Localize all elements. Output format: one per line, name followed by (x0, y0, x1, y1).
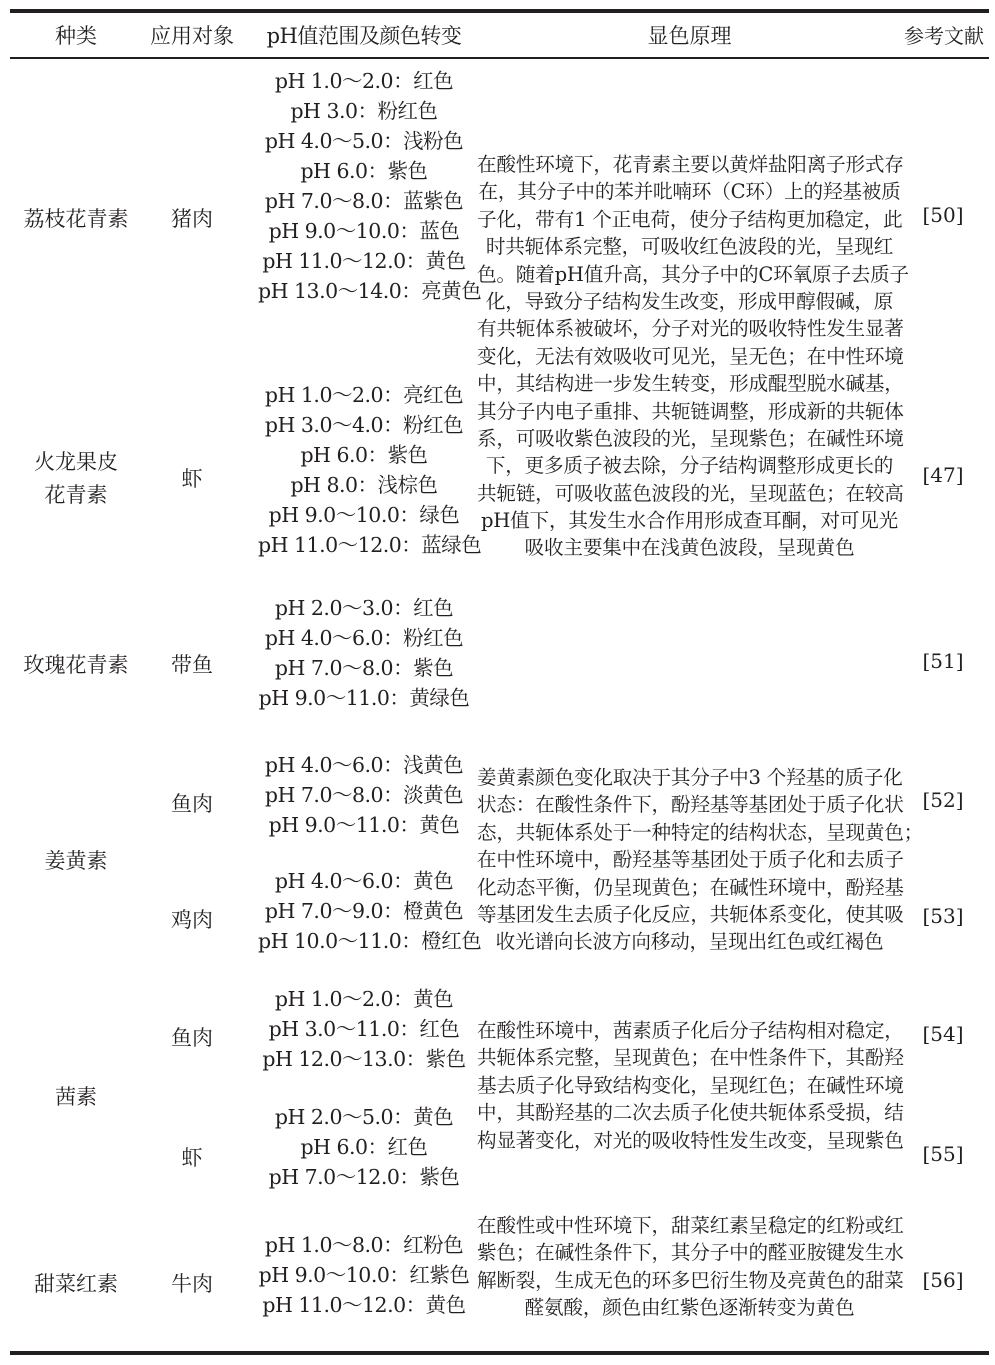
ph-item: pH 2.0～3.0：红色 (274, 596, 454, 620)
principle-line: 化，导致分子结构发生改变，形成甲醇假碱，原 (485, 289, 894, 313)
principle-line: 等基团发生去质子化反应，共轭体系变化，使其吸 (477, 902, 904, 926)
ph-list-alizarin-shrimp (258, 1102, 470, 1192)
ph-item: pH 7.0～12.0：紫色 (268, 1165, 460, 1189)
species-rose-anthocyanin: 玫瑰花青素 (23, 653, 129, 677)
principle-alizarin (477, 1017, 902, 1154)
principle-line: 色。随着pH值升高，其分子中的C环氧原子去质子 (477, 262, 909, 286)
ph-item: pH 4.0～6.0：粉红色 (264, 626, 464, 650)
header-ph-range: pH值范围及颜色转变 (266, 24, 462, 48)
header-reference: 参考文献 (904, 24, 984, 48)
ph-list-curcumin-chicken (258, 866, 482, 956)
principle-line: 其分子内电子重排、共轭链调整，形成新的共轭体 (477, 399, 904, 423)
ph-item: pH 7.0～8.0：蓝紫色 (264, 189, 464, 213)
ph-item: pH 11.0～12.0：蓝绿色 (258, 533, 482, 557)
header-species: 种类 (55, 24, 97, 48)
species-curcumin: 姜黄素 (44, 849, 108, 873)
principle-line: 化动态平衡，仍呈现黄色；在碱性环境中，酚羟基 (477, 875, 904, 899)
principle-line: 下，更多质子被去除，分子结构调整形成更长的 (485, 454, 894, 478)
table-bottom-rule (10, 1351, 989, 1355)
principle-line: 在，其分子中的苯并吡喃环（C环）上的羟基被质 (478, 180, 901, 204)
ph-item: pH 10.0～11.0：橙红色 (258, 929, 482, 953)
target-pork: 猪肉 (171, 207, 213, 231)
ph-item: pH 2.0～5.0：黄色 (274, 1105, 454, 1129)
ref-55: [55] (922, 1142, 964, 1166)
target-shrimp: 虾 (181, 467, 203, 491)
ph-item: pH 9.0～11.0：黄色 (268, 813, 460, 837)
target-fish: 鱼肉 (171, 1026, 213, 1050)
principle-line: 在中性环境中，酚羟基等基团处于质子化和去质子 (477, 848, 904, 872)
target-chicken: 鸡肉 (171, 908, 213, 932)
principle-line: 共轭链，可吸收蓝色波段的光，呈现蓝色；在较高 (477, 481, 904, 505)
header-bottom-rule (10, 57, 989, 59)
ph-list-pitaya (258, 380, 482, 560)
principle-line: 紫色；在碱性条件下，其分子中的醛亚胺键发生水 (477, 1241, 904, 1265)
species-alizarin: 茜素 (55, 1085, 97, 1109)
header-target: 应用对象 (150, 24, 234, 48)
principle-line: 在酸性或中性环境下，甜菜红素呈稳定的红粉或红 (477, 1214, 904, 1237)
ph-item: pH 3.0～11.0：红色 (268, 1017, 460, 1041)
target-beef: 牛肉 (171, 1272, 213, 1296)
principle-line: 时共轭体系完整，可吸收红色波段的光，呈现红 (485, 235, 894, 259)
ph-item: pH 1.0～2.0：亮红色 (264, 383, 464, 407)
principle-line: 有共轭体系被破坏，分子对光的吸收特性发生显著 (477, 317, 904, 341)
principle-line: 共轭体系完整，呈现黄色；在中性条件下，其酚羟 (477, 1046, 904, 1070)
principle-betanin (477, 1212, 902, 1322)
ph-list-alizarin-fish (258, 984, 470, 1074)
ph-item: pH 11.0～12.0：黄色 (262, 249, 466, 273)
principle-curcumin (477, 764, 924, 956)
ph-item: pH 9.0～10.0：红紫色 (258, 1263, 470, 1287)
principle-line: 吸收主要集中在浅黄色波段，呈现黄色 (524, 536, 855, 560)
principle-line: 构显著变化，对光的吸收特性发生改变，呈现紫色 (477, 1128, 904, 1152)
ph-item: pH 7.0～8.0：紫色 (274, 656, 454, 680)
species-pitaya-line2: 花青素 (44, 483, 108, 507)
ref-47: [47] (922, 463, 964, 487)
ph-item: pH 7.0～8.0：淡黄色 (264, 783, 464, 807)
target-shrimp: 虾 (181, 1146, 203, 1170)
ph-item: pH 4.0～6.0：黄色 (274, 869, 454, 893)
principle-line: 系，可吸收紫色波段的光，呈现紫色；在碱性环境 (477, 426, 904, 450)
principle-anthocyanin (477, 151, 909, 562)
ref-54: [54] (922, 1022, 964, 1046)
ph-item: pH 1.0～2.0：红色 (274, 69, 454, 93)
species-pitaya-line1: 火龙果皮 (34, 450, 118, 474)
principle-line: 醛氨酸，颜色由红紫色逐渐转变为黄色 (524, 1296, 855, 1320)
ph-item: pH 9.0～10.0：蓝色 (268, 219, 460, 243)
table-top-rule (10, 9, 989, 13)
ph-item: pH 4.0～5.0：浅粉色 (264, 129, 464, 153)
ref-56: [56] (922, 1268, 964, 1292)
ph-item: pH 13.0～14.0：亮黄色 (258, 279, 482, 303)
principle-line: 解断裂，生成无色的环多巴衍生物及亮黄色的甜菜 (477, 1268, 904, 1292)
principle-line: 变化，无法有效吸收可见光，呈无色；在中性环境 (477, 344, 904, 368)
ref-50: [50] (922, 203, 964, 227)
species-betanin: 甜菜红素 (34, 1272, 118, 1296)
ph-item: pH 3.0：粉红色 (290, 99, 438, 123)
principle-line: 中，其酚羟基的二次去质子化使共轭体系受损，结 (477, 1101, 904, 1125)
ph-item: pH 7.0～9.0：橙黄色 (264, 899, 464, 923)
ph-list-litchi (258, 66, 482, 306)
ph-item: pH 3.0～4.0：粉红色 (264, 413, 464, 437)
ph-item: pH 9.0～11.0：黄绿色 (258, 686, 470, 710)
ph-list-curcumin-fish (258, 750, 470, 840)
principle-line: 子化，带有1 个正电荷，使分子结构更加稳定，此 (477, 207, 903, 231)
ph-item: pH 1.0～2.0：黄色 (274, 987, 454, 1011)
target-hairtail: 带鱼 (171, 653, 213, 677)
species-litchi-anthocyanin: 荔枝花青素 (23, 207, 129, 231)
ref-52: [52] (922, 788, 964, 812)
principle-line: 在酸性环境中，茜素质子化后分子结构相对稳定， (477, 1019, 904, 1042)
ref-51: [51] (922, 649, 964, 673)
target-fish: 鱼肉 (171, 792, 213, 816)
principle-line: 基去质子化导致结构变化，呈现红色；在碱性环境 (477, 1073, 904, 1097)
ph-item: pH 12.0～13.0：紫色 (262, 1047, 466, 1071)
ph-item: pH 6.0：红色 (300, 1135, 428, 1159)
principle-line: 中，其结构进一步发生转变，形成醌型脱水碱基， (477, 372, 904, 396)
ref-53: [53] (922, 904, 964, 928)
ph-list-rose (258, 593, 470, 713)
principle-line: 态，共轭体系处于一种特定的结构状态，呈现黄色； (477, 820, 924, 844)
principle-line: pH值下，其发生水合作用形成查耳酮，对可见光 (480, 509, 899, 533)
ph-list-betanin (258, 1230, 470, 1320)
principle-line: 姜黄素颜色变化取决于其分子中3 个羟基的质子化 (477, 766, 903, 789)
ph-item: pH 1.0～8.0：红粉色 (264, 1233, 464, 1257)
header-principle: 显色原理 (647, 24, 732, 48)
ph-item: pH 11.0～12.0：黄色 (262, 1293, 466, 1317)
ph-item: pH 6.0：紫色 (300, 159, 428, 183)
ph-item: pH 6.0：紫色 (300, 443, 428, 467)
ph-item: pH 4.0～6.0：浅黄色 (264, 753, 464, 777)
ph-item: pH 9.0～10.0：绿色 (268, 503, 460, 527)
principle-line: 状态：在酸性条件下，酚羟基等基团处于质子化状 (477, 793, 904, 817)
principle-line: 在酸性环境下，花青素主要以黄烊盐阳离子形式存 (477, 153, 904, 176)
principle-line: 收光谱向长波方向移动，呈现出红色或红褐色 (495, 930, 884, 954)
ph-item: pH 8.0：浅棕色 (290, 473, 438, 497)
